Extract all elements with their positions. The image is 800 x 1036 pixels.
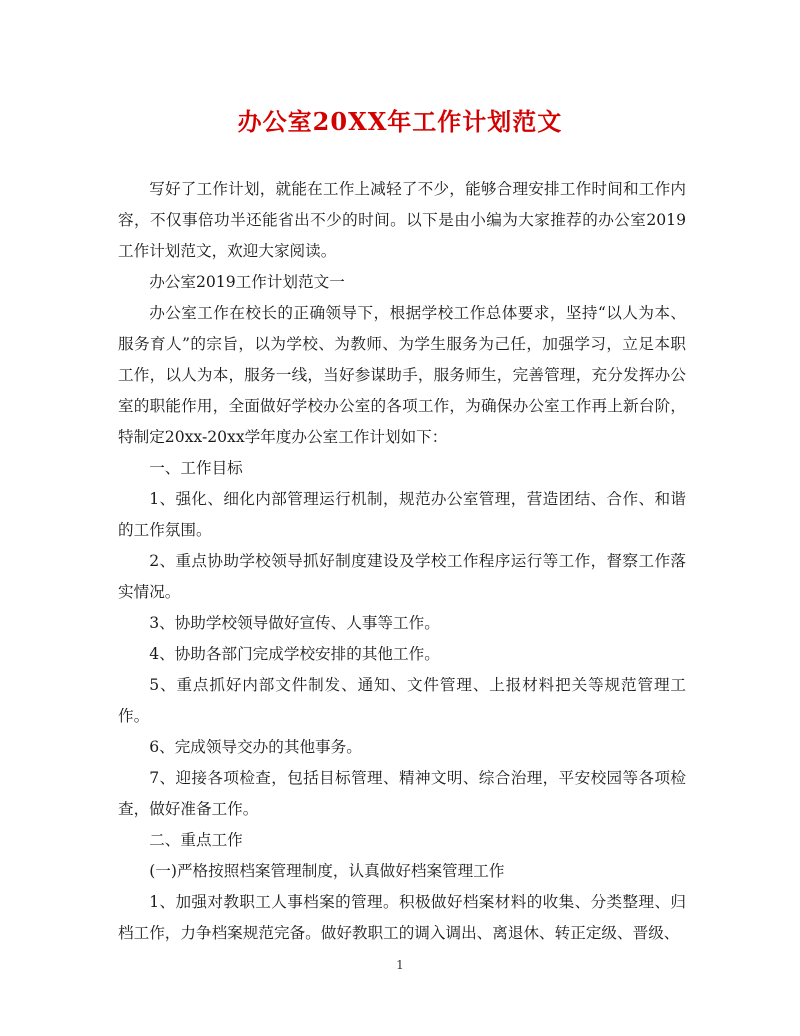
paragraph-goal-5: 5、重点抓好内部文件制发、通知、文件管理、上报材料把关等规范管理工作。 — [118, 676, 686, 725]
paragraph-overview: 办公室工作在校长的正确领导下，根据学校工作总体要求，坚持“以人为本、服务育人”的宗旨，以为学校、为教师、为学生服务为己任，加强学习，立足本职工作，以人为本，服务一线，当好参谋助手，服务师生，完善管理，充分发挥办公室的职能作用，全面做好学校办公室的各项工作，为确保办公室工作再上新台阶，特制定20xx-20xx学年度办公室工作计划如下： — [118, 304, 686, 446]
document-body — [118, 174, 686, 949]
document-title: 办公室20XX年工作计划范文 — [237, 107, 563, 136]
section-heading-goals: 一、工作目标 — [149, 459, 243, 477]
paragraph-goal-1: 1、强化、细化内部管理运行机制，规范办公室管理，营造团结、合作、和谐的工作氛围。 — [118, 490, 686, 539]
paragraph-archive-1: 1、加强对教职工人事档案的管理。积极做好档案材料的收集、分类整理、归档工作，力争档案规范完备。做好教职工的调入调出、离退休、转正定级、晋级、 — [118, 893, 686, 942]
paragraph-subtitle: 办公室2019工作计划范文一 — [149, 273, 345, 291]
page-number: 1 — [396, 958, 404, 972]
paragraph-intro: 写好了工作计划，就能在工作上减轻了不少，能够合理安排工作时间和工作内容，不仅事倍功半还能省出不少的时间。以下是由小编为大家推荐的办公室2019工作计划范文，欢迎大家阅读。 — [118, 180, 686, 260]
section-heading-key-work: 二、重点工作 — [149, 831, 243, 849]
paragraph-goal-4: 4、协助各部门完成学校安排的其他工作。 — [149, 645, 440, 663]
paragraph-goal-7: 7、迎接各项检查，包括目标管理、精神文明、综合治理，平安校园等各项检查，做好准备工作。 — [118, 769, 686, 818]
paragraph-goal-6: 6、完成领导交办的其他事务。 — [149, 738, 362, 756]
paragraph-goal-2: 2、重点协助学校领导抓好制度建设及学校工作程序运行等工作，督察工作落实情况。 — [118, 552, 686, 601]
subsection-heading-archives: (一)严格按照档案管理制度，认真做好档案管理工作 — [149, 862, 505, 880]
paragraph-goal-3: 3、协助学校领导做好宣传、人事等工作。 — [149, 614, 440, 632]
